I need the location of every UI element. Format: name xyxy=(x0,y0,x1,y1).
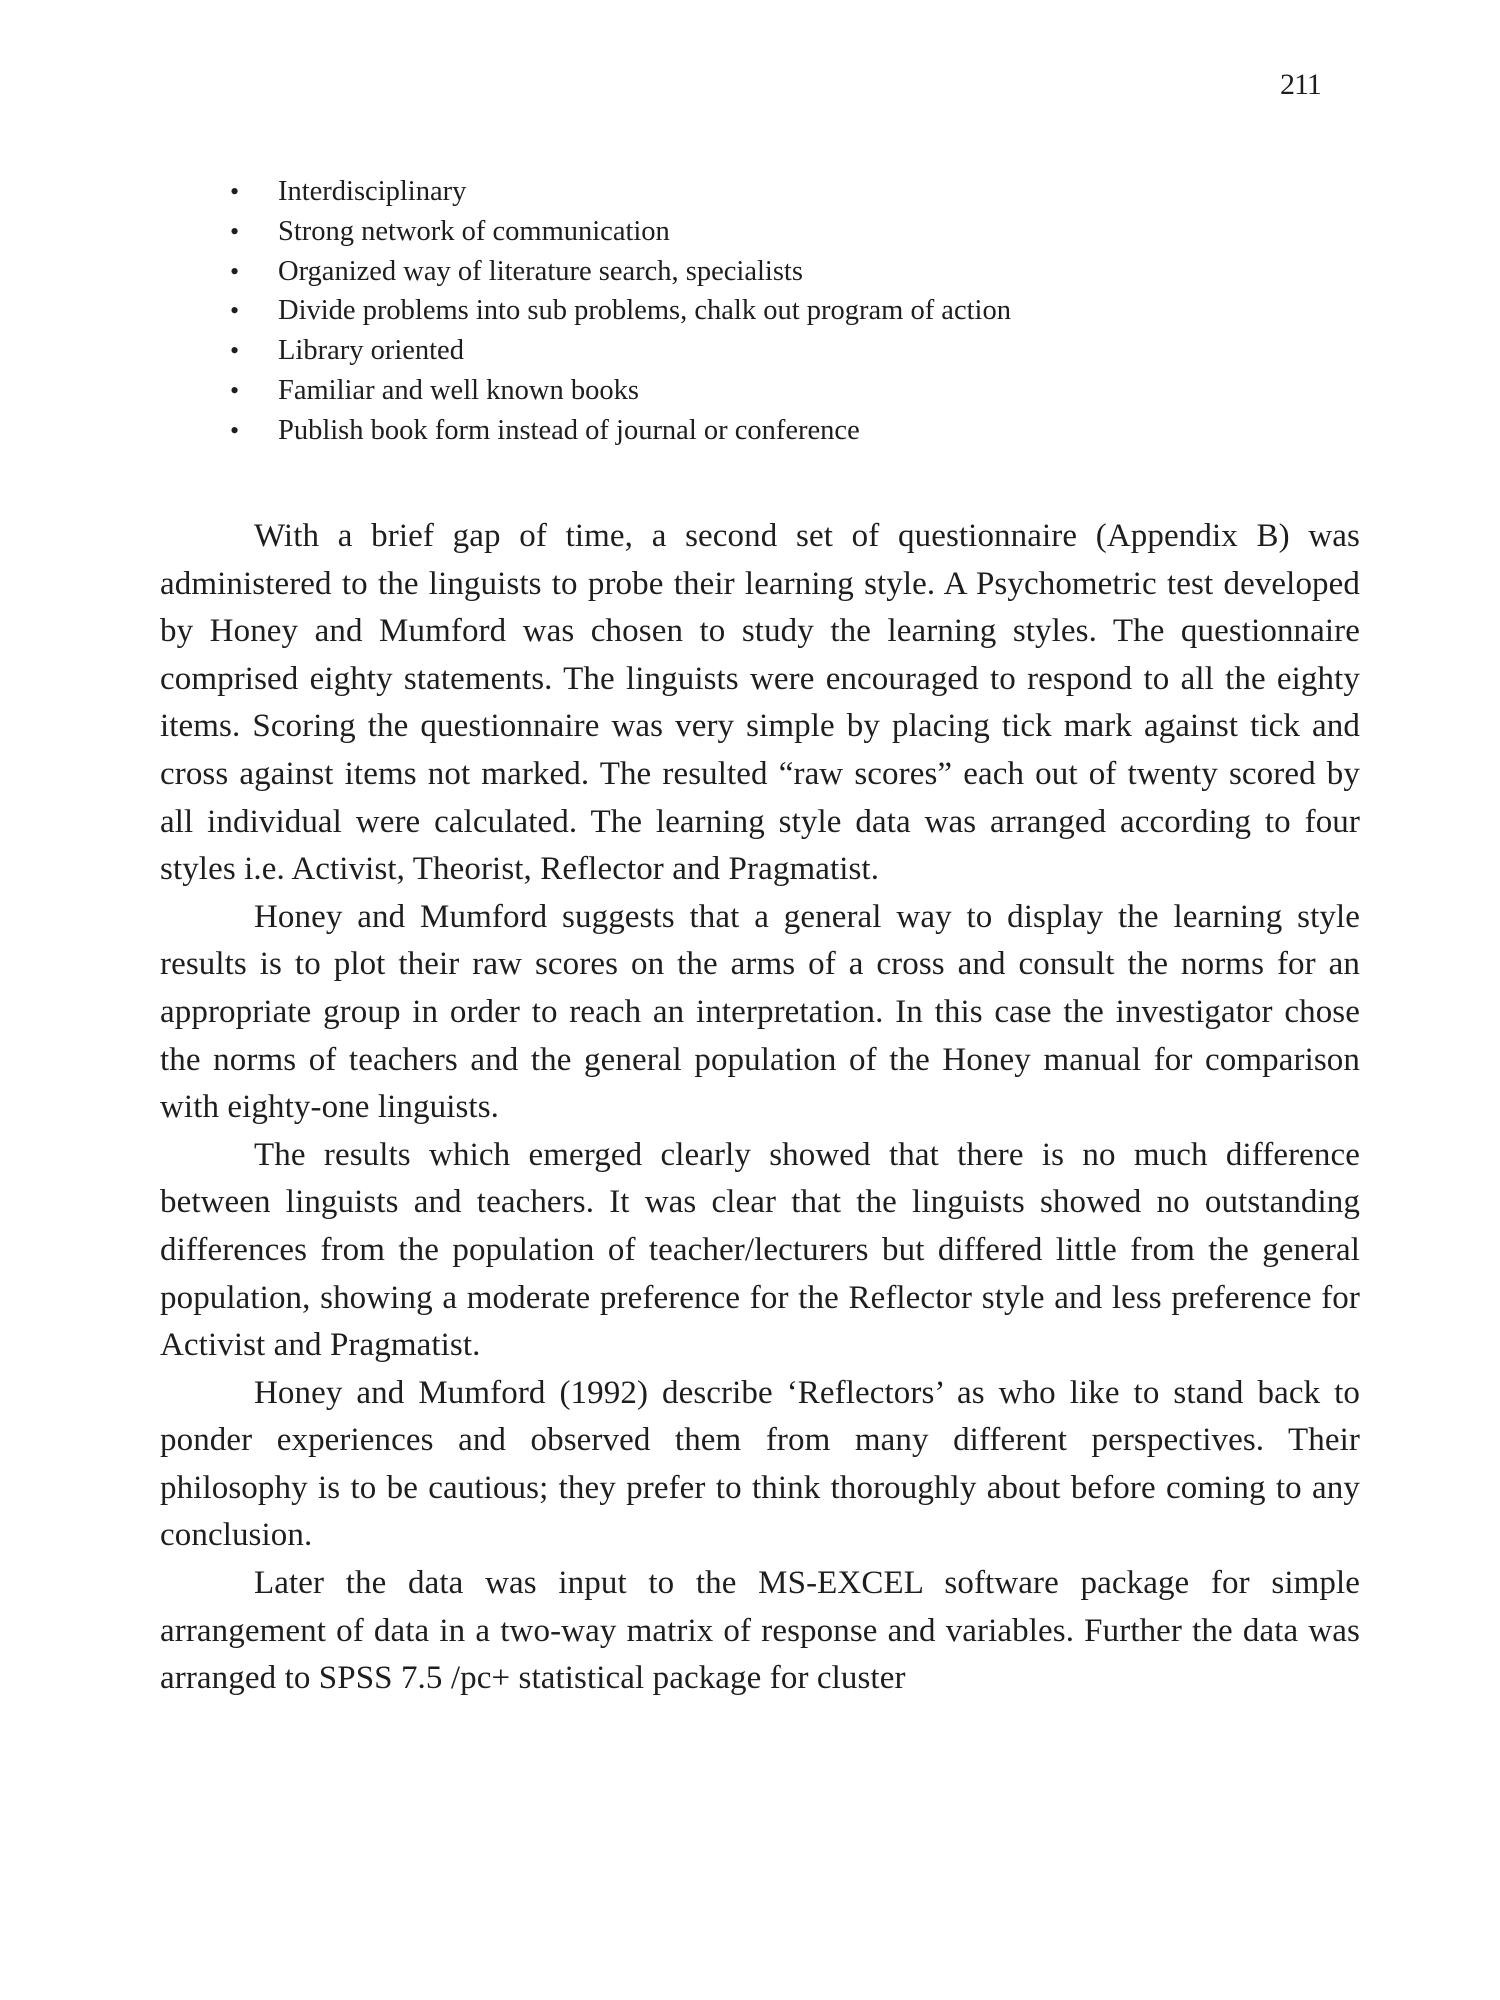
list-item xyxy=(230,291,1011,331)
list-item-text: Organized way of literature search, specialists xyxy=(278,255,803,287)
paragraph-reflectors: Honey and Mumford (1992) describe ‘Reflectors’ as who like to stand back to ponder experiences and observed them from many different perspectives. Their philosophy is to be cautious; they prefer to think thoroughly about before coming to any conclusion. xyxy=(160,1374,1360,1554)
list-item-text: Interdisciplinary xyxy=(278,176,467,207)
list-item-text: Library oriented xyxy=(278,335,464,367)
page-number: 211 xyxy=(1280,68,1321,101)
bullet-icon: • xyxy=(230,216,240,246)
body-text xyxy=(160,513,1360,1703)
bullet-list xyxy=(230,172,1011,451)
list-item-text: Divide problems into sub problems, chalk out program of action xyxy=(278,295,1011,327)
bullet-icon: • xyxy=(230,296,240,326)
list-item-text: Familiar and well known books xyxy=(278,374,639,406)
paragraph-display-results: Honey and Mumford suggests that a general way to display the learning style results is to plot their raw scores on the arms of a cross and consult the norms for an appropriate group in order to reach an interpretation. In this case the investigator chose the norms of teachers and the general population of the Honey manual for comparison with eighty-one linguists. xyxy=(160,898,1360,1126)
bullet-icon: • xyxy=(230,336,240,366)
paragraph-data-processing: Later the data was input to the MS-EXCEL software package for simple arrangement of data in a two-way matrix of response and variables. Further the data was arranged to SPSS 7.5 /pc+ statistical package for cluster xyxy=(160,1565,1360,1697)
bullet-icon: • xyxy=(230,256,240,286)
list-item xyxy=(230,212,1011,252)
paragraph-results: The results which emerged clearly showed that there is no much difference between linguists and teachers. It was clear that the linguists showed no outstanding differences from the population of teacher/lecturers but differed little from the general population, showing a moderate preference for the Reflector style and less preference for Activist and Pragmatist. xyxy=(160,1136,1360,1364)
list-item-text: Publish book form instead of journal or conference xyxy=(278,414,860,446)
list-item xyxy=(230,331,1011,371)
bullet-icon: • xyxy=(230,415,240,445)
list-item xyxy=(230,172,1011,212)
list-item xyxy=(230,371,1011,411)
paragraph-questionnaire: With a brief gap of time, a second set of questionnaire (Appendix B) was administered to the linguists to probe their learning style. A Psychometric test developed by Honey and Mumford was chosen to study the learning styles. The questionnaire comprised eighty statements. The linguists were encouraged to respond to all the eighty items. Scoring the questionnaire was very simple by placing tick mark against tick and cross against items not marked. The resulted “raw scores” each out of twenty scored by all individual were calculated. The learning style data was arranged according to four styles i.e. Activist, Theorist, Reflector and Pragmatist. xyxy=(160,518,1360,888)
list-item xyxy=(230,252,1011,292)
bullet-icon: • xyxy=(230,375,240,405)
list-item-text: Strong network of communication xyxy=(278,215,670,247)
list-item xyxy=(230,411,1011,451)
bullet-icon: • xyxy=(230,177,240,206)
